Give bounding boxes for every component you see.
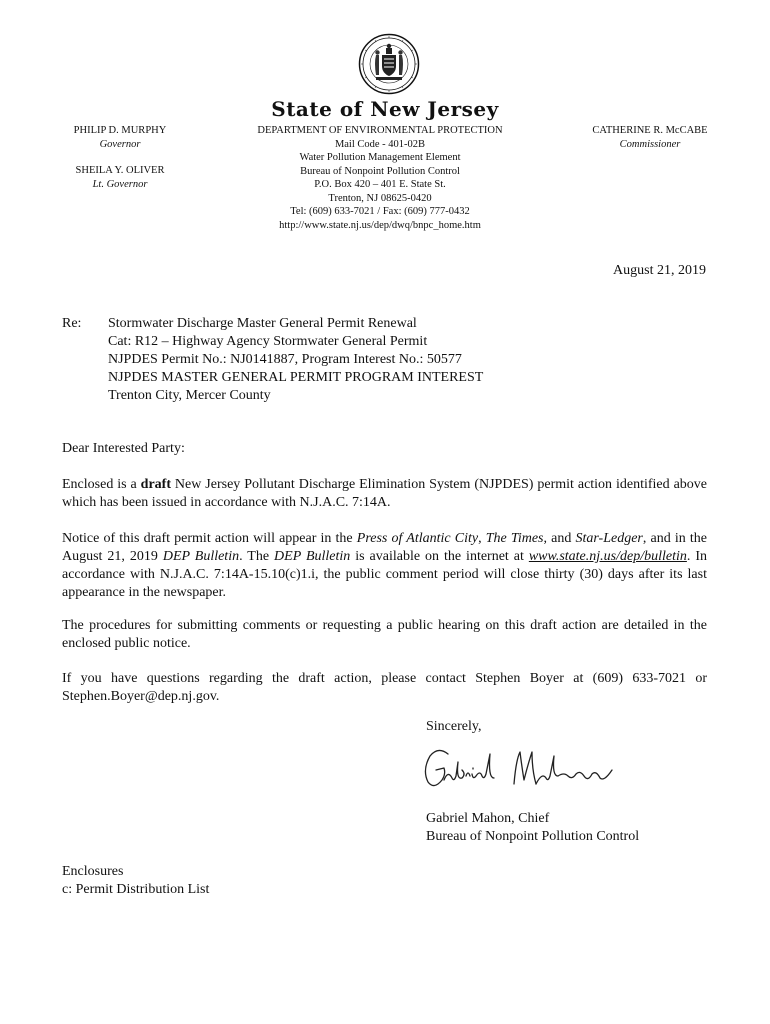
draft-emphasis: draft [140,477,171,492]
city-zip: Trenton, NJ 08625-0420 [328,192,432,204]
governor-title: Governor [99,138,141,150]
commissioner-name: CATHERINE R. McCABE [592,125,708,136]
letterhead-right [575,124,725,151]
bureau-name: Bureau of Nonpoint Pollution Control [300,165,460,177]
subject-line: Cat: R12 – Highway Agency Stormwater General Permit [108,334,428,349]
subject-line: NJPDES Permit No.: NJ0141887, Program Interest No.: 50577 [108,352,462,367]
salutation: Dear Interested Party: [62,441,185,456]
lt-governor-name: SHEILA Y. OLIVER [75,165,165,176]
phone-fax: Tel: (609) 633-7021 / Fax: (609) 777-0432 [290,206,470,217]
publication-name: DEP Bulletin [274,549,351,564]
signature-block [426,810,639,846]
paragraph-text: New Jersey Pollutant Discharge Elimination System (NJPDES) permit action identified above which has been issued in accordance with N.J.A.C. 7:14A. [62,477,707,510]
subject-lines [108,315,483,405]
letter-date: August 21, 2019 [613,263,706,278]
paragraph-text: , and [543,531,576,546]
paragraph-procedures: The procedures for submitting comments or requesting a public hearing on this draft action are detailed in the enclosed public notice. [62,618,707,651]
management-element: Water Pollution Management Element [299,152,461,163]
po-box: P.O. Box 420 – 401 E. State St. [314,179,446,190]
signer-bureau: Bureau of Nonpoint Pollution Control [426,829,640,844]
mail-code: Mail Code - 401-02B [334,138,426,150]
paragraph-text: Enclosed is a [62,477,141,492]
paragraph-text: , and in the August 21, 2019 [62,531,707,564]
paragraph-text: , [478,531,486,546]
paragraph-text: . The [239,549,275,564]
paragraph-enclosed-draft [62,476,707,512]
website: http://www.state.nj.us/dep/dwq/bnpc_home.htm [279,219,481,231]
paragraph-text: is available on the internet at [350,549,529,564]
governor-name: PHILIP D. MURPHY [73,125,167,136]
publication-name: Star-Ledger [575,531,643,546]
department-name: DEPARTMENT OF ENVIRONMENTAL PROTECTION [257,125,503,136]
paragraph-text: Notice of this draft permit action will appear in the [62,531,357,546]
paragraph-contact: If you have questions regarding the draft action, please contact Stephen Boyer at (609) 633-7021 or Stephen.Boyer@dep.nj.gov. [62,671,707,704]
commissioner-title: Commissioner [619,138,681,150]
subject-label: Re: [62,316,82,331]
state-seal-icon [358,33,420,95]
signature-image [418,740,618,802]
publication-name: Press of Atlantic City [356,531,479,546]
lt-governor-title: Lt. Governor [92,178,148,190]
publication-name: DEP Bulletin [162,549,240,564]
paragraph-text: . In accordance with N.J.A.C. 7:14A-15.10(c)1.i, the public comment period will close thirty (30) days after its last appearance in the newspaper. [62,549,707,600]
subject-line: Trenton City, Mercer County [108,388,271,403]
letterhead-center [230,124,530,232]
subject-line: NJPDES MASTER GENERAL PERMIT PROGRAM INTEREST [108,370,484,385]
cc-line: c: Permit Distribution List [62,882,210,897]
paragraph-notice [62,530,707,602]
enclosures-label: Enclosures [62,864,124,879]
state-title: State of New Jersey [271,97,499,121]
enclosures-block [62,863,209,899]
publication-name: The Times [485,531,544,546]
closing: Sincerely, [426,719,482,734]
letterhead-left [50,124,190,191]
bulletin-link[interactable]: www.state.nj.us/dep/bulletin [528,549,687,564]
signer-name-title: Gabriel Mahon, Chief [426,811,550,826]
subject-line: Stormwater Discharge Master General Permit Renewal [108,316,417,331]
